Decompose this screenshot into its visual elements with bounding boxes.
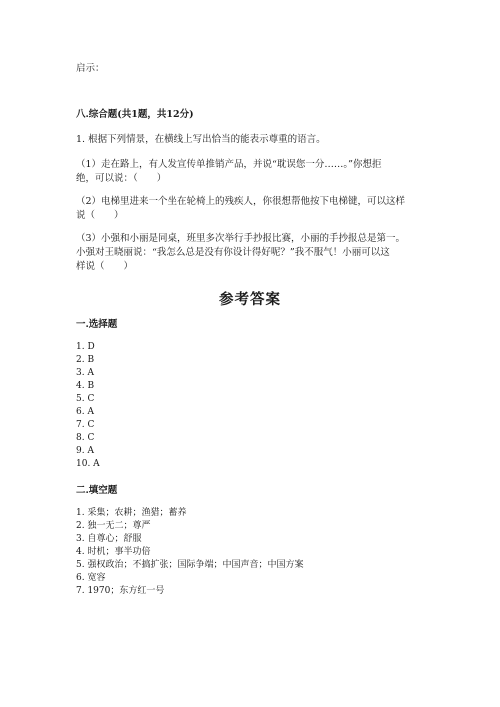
scenario-3-line-3: 样说（ ） <box>76 261 134 272</box>
scenario-1-line-1: （1）走在路上，有人发宣传单推销产品，并说“耽误您一分……。”你想拒 <box>76 159 382 170</box>
answers-title: 参考答案 <box>219 291 281 308</box>
choice-answer: 4. B <box>76 381 95 391</box>
choice-answer: 7. C <box>76 420 95 430</box>
fill-answer: 2. 独一无二；尊严 <box>76 521 151 531</box>
scenario-3-line-1: （3）小强和小丽是同桌，班里多次举行手抄报比赛，小丽的手抄报总是第一。 <box>76 233 406 244</box>
choice-answer: 3. A <box>76 368 94 378</box>
fill-answer: 6. 宽容 <box>76 573 106 583</box>
choice-answer: 9. A <box>76 446 94 456</box>
scenario-2-line-2: 说（ ） <box>76 210 124 221</box>
fill-answer: 5. 强权政治；不搞扩张；国际争端；中国声音；中国方案 <box>76 560 304 570</box>
question-1: 1. 根据下列情景，在横线上写出恰当的能表示尊重的语言。 <box>76 134 326 145</box>
scenario-2-line-1: （2）电梯里进来一个坐在轮椅上的残疾人，你很想帮他按下电梯键，可以这样 <box>76 196 406 207</box>
choice-heading: 一.选择题 <box>76 319 118 330</box>
choice-answer: 6. A <box>76 407 94 417</box>
fill-answer: 1. 采集；农耕；渔猎；蓄养 <box>76 508 187 518</box>
fill-heading: 二.填空题 <box>76 485 118 496</box>
fill-answer: 3. 自尊心；舒服 <box>76 534 142 544</box>
choice-answer: 1. D <box>76 342 95 352</box>
scenario-1-line-2: 绝，可以说：（ ） <box>76 173 167 184</box>
fill-answer: 7. 1970；东方红一号 <box>76 586 165 596</box>
scenario-3-line-2: 小强对王晓丽说：“我怎么总是没有你设计得好呢？”我不服气！小丽可以这 <box>76 247 390 258</box>
choice-answer: 5. C <box>76 394 95 404</box>
section-heading-8: 八.综合题(共1题，共12分) <box>76 109 194 120</box>
choice-answer: 2. B <box>76 355 95 365</box>
choice-answer: 8. C <box>76 433 95 443</box>
choice-answer: 10. A <box>76 459 100 469</box>
hint-label: 启示： <box>76 63 105 74</box>
fill-answer: 4. 时机；事半功倍 <box>76 547 151 557</box>
